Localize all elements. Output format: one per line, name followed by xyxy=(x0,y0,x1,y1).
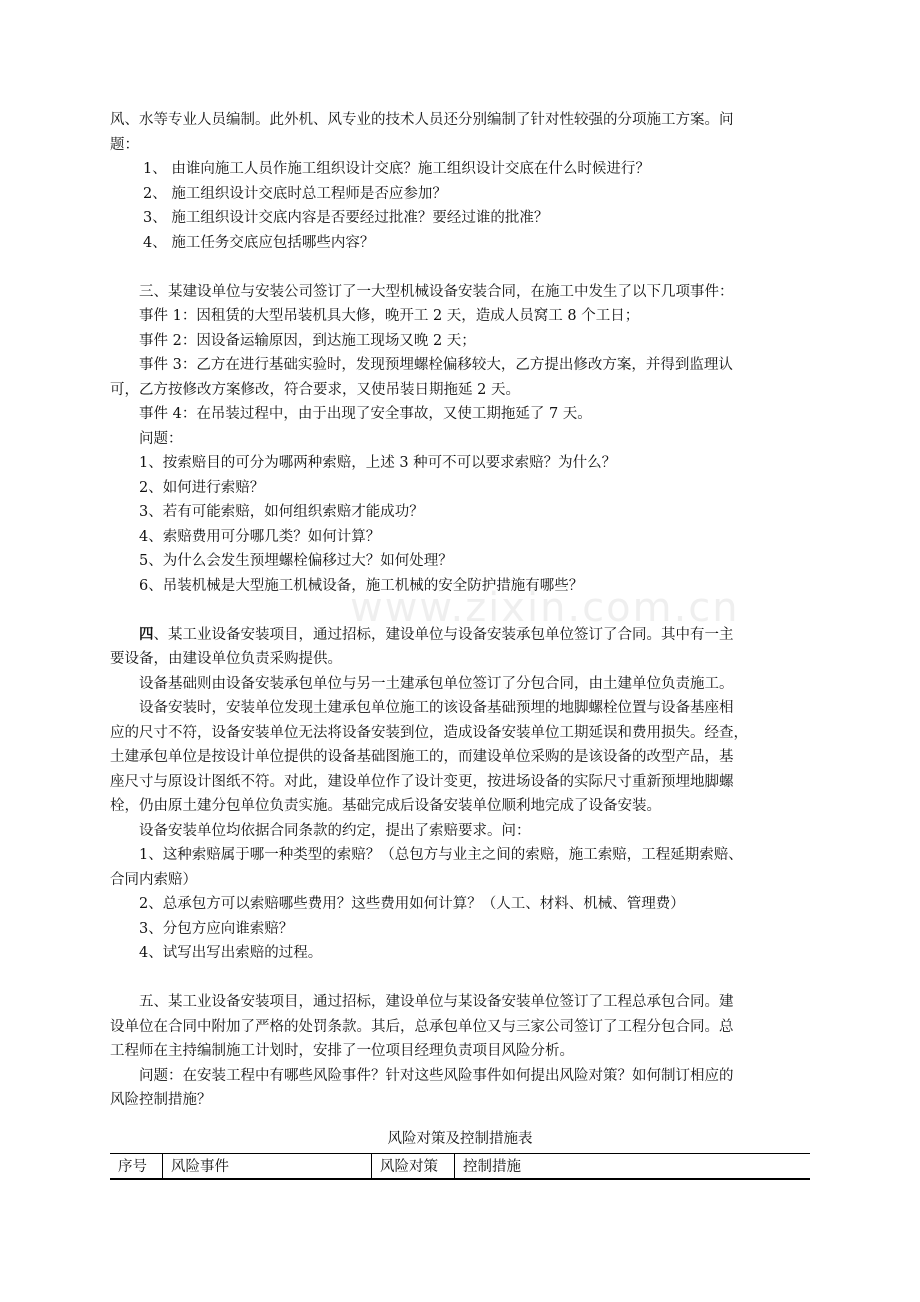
section4-number: 四 xyxy=(139,625,154,643)
section4-line: 设备安装单位均依据合同条款的约定，提出了索赔要求。问： xyxy=(139,822,531,839)
section4-line: 土建承包单位是按设计单位提供的设备基础图施工的，而建设单位采购的是该设备的改型产品，基 xyxy=(110,749,734,765)
section4-line: 栓，仍由原土建分包单位负责实施。基础完成后设备安装单位顺利地完成了设备安装。 xyxy=(110,798,661,814)
section3-question: 4、索赔费用可分哪几类？如何计算？ xyxy=(139,528,381,545)
section3-event: 事件 2：因设备运输原因，到达施工现场又晚 2 天； xyxy=(139,332,476,349)
table-header-row xyxy=(110,1153,810,1179)
intro-question: 3、 施工组织设计交底内容是否要经过批准？要经过谁的批准？ xyxy=(143,210,549,226)
section4-line: 座尺寸与原设计图纸不符。对此，建设单位作了设计变更，按进场设备的实际尺寸重新预埋地脚螺 xyxy=(110,773,734,790)
table-header-cell: 控制措施 xyxy=(463,1159,521,1175)
section3-event: 事件 1：因租赁的大型吊装机具大修，晚开工 2 天，造成人员窝工 8 个工日； xyxy=(139,308,640,324)
section4-question: 3、分包方应向谁索赔？ xyxy=(139,920,294,937)
section3-heading: 三、某建设单位与安装公司签订了一大型机械设备安装合同，在施工中发生了以下几项事件： xyxy=(139,283,734,300)
table-header-cell: 风险事件 xyxy=(163,1153,372,1179)
spacer xyxy=(110,255,810,280)
intro-question: 2、 施工组织设计交底时总工程师是否应参加？ xyxy=(143,185,447,202)
section4-question: 2、总承包方可以索赔哪些费用？这些费用如何计算？（人工、材料、机械、管理费） xyxy=(139,896,685,912)
section5-line: 工程师在主持编制施工计划时，安排了一位项目经理负责项目风险分析。 xyxy=(110,1043,574,1059)
watermark: www.zixin.com.cn xyxy=(350,585,740,631)
spacer xyxy=(110,598,810,623)
section3-question: 6、吊装机械是大型施工机械设备，施工机械的安全防护措施有哪些？ xyxy=(139,577,584,594)
section3-question: 5、为什么会发生预埋螺栓偏移过大？如何处理？ xyxy=(139,553,453,569)
section4-question: 1、这种索赔属于哪一种类型的索赔？（总包方与业主之间的索赔，施工索赔，工程延期索赔、 xyxy=(139,847,743,863)
document-page xyxy=(110,108,810,1180)
section5-line: 五、某工业设备安装项目，通过招标，建设单位与某设备安装单位签订了工程总承包合同。建 xyxy=(139,994,734,1010)
table-title: 风险对策及控制措施表 xyxy=(387,1130,533,1147)
section3-question: 3、若有可能索赔，如何组织索赔才能成功？ xyxy=(139,504,424,520)
section3-question: 2、如何进行索赔？ xyxy=(139,479,265,496)
section4-question: 4、试写出写出索赔的过程。 xyxy=(139,945,323,961)
section4-paragraph xyxy=(110,623,810,648)
intro-line: 风、水等专业人员编制。此外机、风专业的技术人员还分别编制了针对性较强的分项施工方案。问 xyxy=(110,112,734,128)
section5-question: 问题：在安装工程中有哪些风险事件？针对这些风险事件如何提出风险对策？如何制订相应的 xyxy=(139,1067,734,1084)
section5-line: 设单位在合同中附加了严格的处罚条款。其后，总承包单位又与三家公司签订了工程分包合同。总 xyxy=(110,1018,734,1035)
section4-line: 设备安装时，安装单位发现土建承包单位施工的该设备基础预埋的地脚螺栓位置与设备基座相 xyxy=(139,700,734,716)
section4-line: 设备基础则由设备安装承包单位与另一土建承包单位签订了分包合同，由土建单位负责施工。 xyxy=(139,675,734,692)
section3-question: 1、按索赔目的可分为哪两种索赔，上述 3 种可不可以要求索赔？为什么？ xyxy=(139,455,617,471)
section4-text: 、某工业设备安装项目，通过招标，建设单位与设备安装承包单位签订了合同。其中有一主 xyxy=(153,626,734,643)
section4-line: 应的尺寸不符，设备安装单位无法将设备安装到位，造成设备安装单位工期延误和费用损失。经查， xyxy=(110,724,748,741)
section5-question-cont: 风险控制措施？ xyxy=(110,1092,212,1108)
section3-event-cont: 可，乙方按修改方案修改，符合要求，又使吊装日期拖延 2 天。 xyxy=(110,381,520,398)
spacer xyxy=(110,966,810,991)
table-header-cell: 风险对策 xyxy=(372,1153,455,1179)
section4-line: 要设备，由建设单位负责采购提供。 xyxy=(110,651,342,667)
table-header-cell: 序号 xyxy=(110,1153,163,1179)
intro-question: 4、 施工任务交底应包括哪些内容？ xyxy=(143,234,375,251)
section3-question-label: 问题： xyxy=(139,430,183,447)
risk-table xyxy=(110,1153,810,1180)
intro-question: 1、 由谁向施工人员作施工组织设计交底？施工组织设计交底在什么时候进行？ xyxy=(143,161,650,177)
section3-event: 事件 3：乙方在进行基础实验时，发现预埋螺栓偏移较大，乙方提出修改方案，并得到监理认 xyxy=(139,357,733,373)
section3-event: 事件 4：在吊装过程中，由于出现了安全事故，又使工期拖延了 7 天。 xyxy=(139,406,592,422)
intro-line: 题： xyxy=(110,136,139,153)
section4-question-cont: 合同内索赔） xyxy=(110,871,197,888)
